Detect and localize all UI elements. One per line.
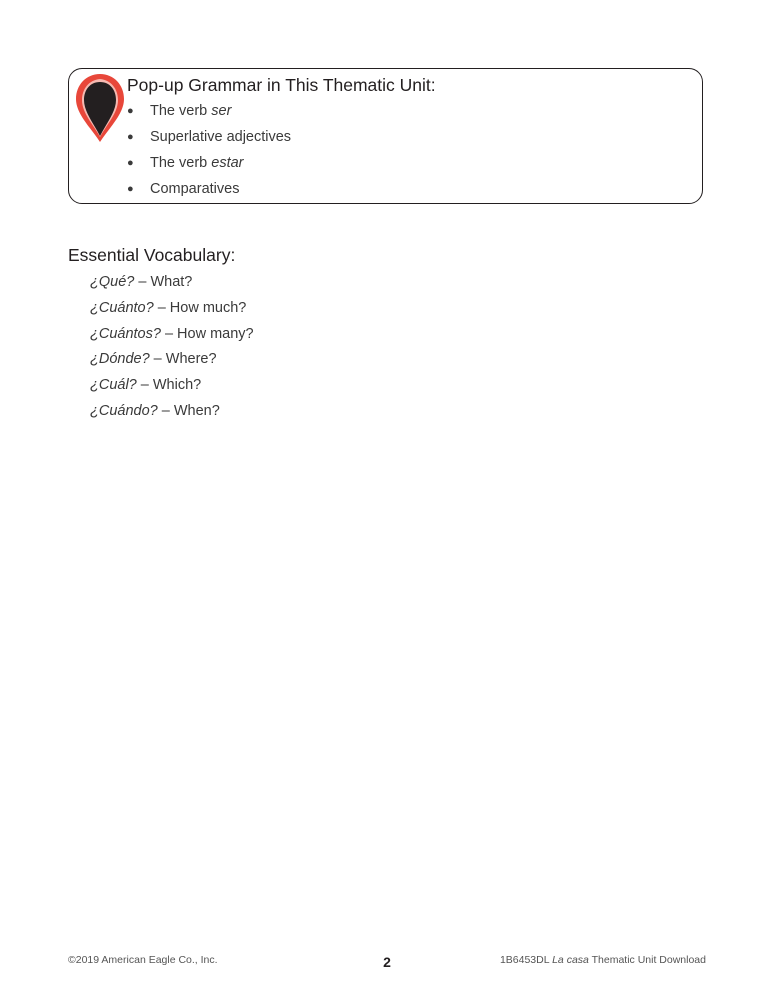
list-item (127, 177, 291, 203)
vocab-meaning: – Which? (136, 377, 202, 394)
grammar-item-text: The verb (150, 103, 212, 119)
vocab-term: ¿Cuánto? (90, 299, 154, 316)
vocab-term: ¿Cuál? (90, 377, 137, 394)
vocabulary-item (90, 270, 254, 296)
vocab-meaning: – How much? (153, 299, 247, 316)
footer-copyright: ©2019 American Eagle Co., Inc. (68, 954, 218, 966)
vocabulary-item (90, 296, 254, 322)
footer-suffix: Thematic Unit Download (588, 954, 706, 966)
map-pin-icon (74, 72, 126, 144)
vocab-term: ¿Qué? (90, 274, 135, 290)
vocab-meaning: – Where? (149, 351, 217, 368)
vocab-term: ¿Cuántos? (90, 325, 161, 342)
bullet-icon: ● (127, 157, 134, 169)
grammar-title: Pop-up Grammar in This Thematic Unit: (127, 75, 436, 95)
bullet-icon: ● (127, 183, 134, 195)
vocab-meaning: – When? (157, 402, 220, 419)
grammar-item-italic: estar (211, 155, 244, 171)
vocabulary-item (90, 322, 254, 348)
vocabulary-title: Essential Vocabulary: (68, 245, 236, 265)
footer-title-italic: La casa (552, 954, 589, 966)
list-item (127, 151, 291, 177)
grammar-item-text: The verb (150, 155, 212, 171)
vocabulary-item (90, 373, 254, 399)
page-number: 2 (383, 954, 391, 970)
bullet-icon: ● (127, 105, 134, 117)
vocabulary-list (90, 270, 254, 425)
list-item (127, 125, 291, 151)
vocab-meaning: – How many? (160, 325, 254, 342)
vocabulary-item (90, 399, 254, 425)
list-item (127, 99, 291, 125)
grammar-item-text: Superlative adjectives (150, 129, 292, 145)
vocab-term: ¿Dónde? (90, 351, 150, 368)
footer-title (500, 954, 706, 966)
bullet-icon: ● (127, 131, 134, 143)
grammar-list (127, 99, 291, 203)
vocabulary-item (90, 347, 254, 373)
grammar-item-italic: ser (211, 103, 232, 119)
vocab-term: ¿Cuándo? (90, 402, 158, 419)
footer-code: 1B6453DL (499, 954, 553, 966)
grammar-item-text: Comparatives (150, 181, 240, 197)
vocab-meaning: – What? (134, 274, 193, 290)
